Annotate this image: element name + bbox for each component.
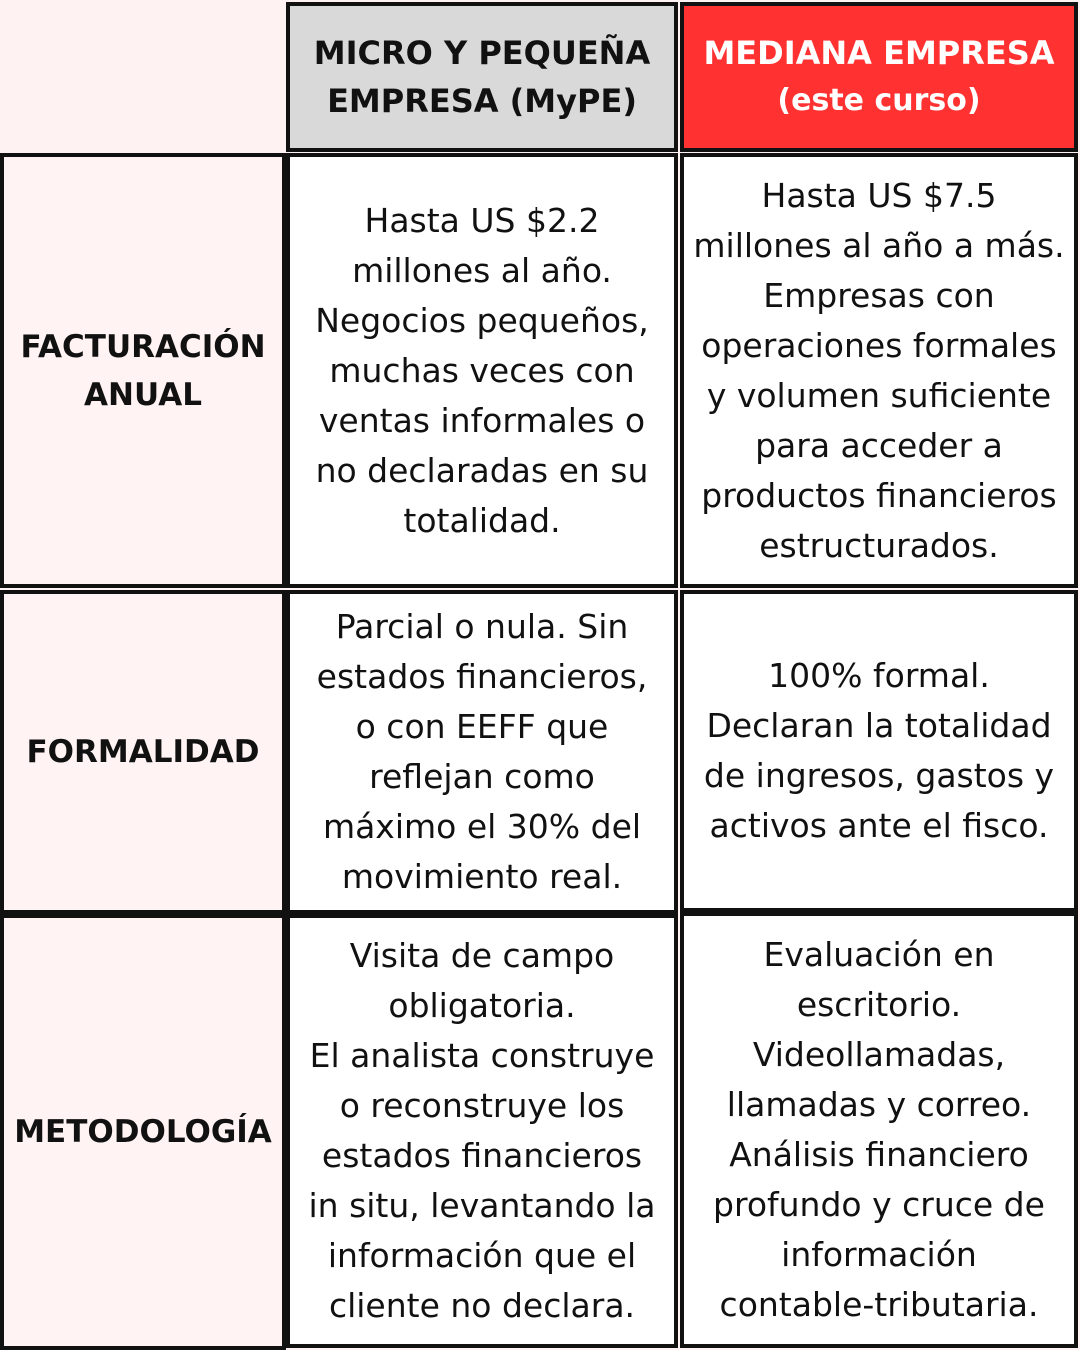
row-label-line: METODOLOGÍA bbox=[14, 1114, 272, 1150]
text-line: estados financieros, bbox=[316, 657, 648, 696]
text-line: Evaluación en bbox=[763, 935, 995, 974]
row-label-formalidad bbox=[0, 590, 286, 914]
text-line: llamadas y correo. bbox=[726, 1085, 1032, 1124]
text-line: contable-tributaria. bbox=[719, 1285, 1039, 1324]
text-line: obligatoria. bbox=[388, 986, 576, 1025]
cell-mediana-facturacion bbox=[680, 153, 1078, 588]
header-mediana-line2: (este curso) bbox=[777, 83, 981, 118]
row-label-line: FACTURACIÓN bbox=[20, 328, 266, 365]
cell-mype-metodologia bbox=[286, 914, 678, 1348]
text-line: activos ante el fisco. bbox=[709, 806, 1049, 845]
text-line: no declaradas en su bbox=[315, 450, 649, 490]
header-mype-line2: EMPRESA (MyPE) bbox=[327, 82, 637, 120]
text-line: muchas veces con bbox=[329, 350, 635, 390]
text-line: totalidad. bbox=[403, 500, 561, 540]
row-label-metodologia bbox=[0, 914, 286, 1350]
text-line: Parcial o nula. Sin bbox=[335, 607, 629, 646]
text-line: Hasta US $2.2 bbox=[364, 200, 600, 240]
text-line: estados financieros bbox=[321, 1136, 643, 1175]
text-line: máximo el 30% del bbox=[322, 807, 642, 846]
text-line: cliente no declara. bbox=[328, 1286, 636, 1325]
text-line: Negocios pequeños, bbox=[315, 300, 649, 340]
header-mype-line1: MICRO Y PEQUEÑA bbox=[313, 34, 651, 72]
text-line: o con EEFF que bbox=[355, 707, 609, 746]
text-line: Visita de campo bbox=[349, 936, 615, 975]
header-mype bbox=[286, 2, 678, 152]
text-line: Análisis financiero bbox=[729, 1135, 1029, 1174]
text-line: estructurados. bbox=[759, 525, 999, 565]
row-label-line: FORMALIDAD bbox=[26, 734, 260, 770]
text-line: o reconstruye los bbox=[339, 1086, 625, 1125]
text-line: productos financieros bbox=[701, 475, 1057, 515]
cell-mediana-formalidad bbox=[680, 590, 1078, 912]
text-line: escritorio. bbox=[796, 985, 962, 1024]
header-mediana-line1: MEDIANA EMPRESA bbox=[703, 34, 1055, 72]
text-line: profundo y cruce de bbox=[713, 1185, 1045, 1224]
text-line: movimiento real. bbox=[341, 857, 623, 896]
cell-mediana-metodologia bbox=[680, 912, 1078, 1348]
text-line: información bbox=[781, 1235, 977, 1274]
header-mediana bbox=[680, 2, 1078, 152]
text-line: y volumen suficiente bbox=[706, 375, 1052, 415]
cell-mype-formalidad bbox=[286, 590, 678, 914]
text-line: Empresas con bbox=[763, 275, 995, 315]
text-line: Hasta US $7.5 bbox=[761, 175, 997, 215]
text-line: Videollamadas, bbox=[752, 1035, 1006, 1074]
text-line: de ingresos, gastos y bbox=[703, 756, 1055, 795]
text-line: millones al año. bbox=[352, 250, 612, 290]
text-line: información que el bbox=[327, 1236, 637, 1275]
text-line: 100% formal. bbox=[768, 656, 990, 695]
text-line: operaciones formales bbox=[701, 325, 1057, 365]
text-line: Declaran la totalidad bbox=[706, 706, 1052, 745]
text-line: El analista construye bbox=[309, 1036, 655, 1075]
text-line: reflejan como bbox=[369, 757, 595, 796]
row-label-line: ANUAL bbox=[84, 376, 202, 413]
cell-mype-facturacion bbox=[286, 153, 678, 588]
text-line: millones al año a más. bbox=[693, 225, 1065, 265]
text-line: para acceder a bbox=[755, 425, 1003, 465]
text-line: ventas informales o bbox=[318, 400, 646, 440]
row-label-facturacion bbox=[0, 153, 286, 588]
text-line: in situ, levantando la bbox=[308, 1186, 656, 1225]
